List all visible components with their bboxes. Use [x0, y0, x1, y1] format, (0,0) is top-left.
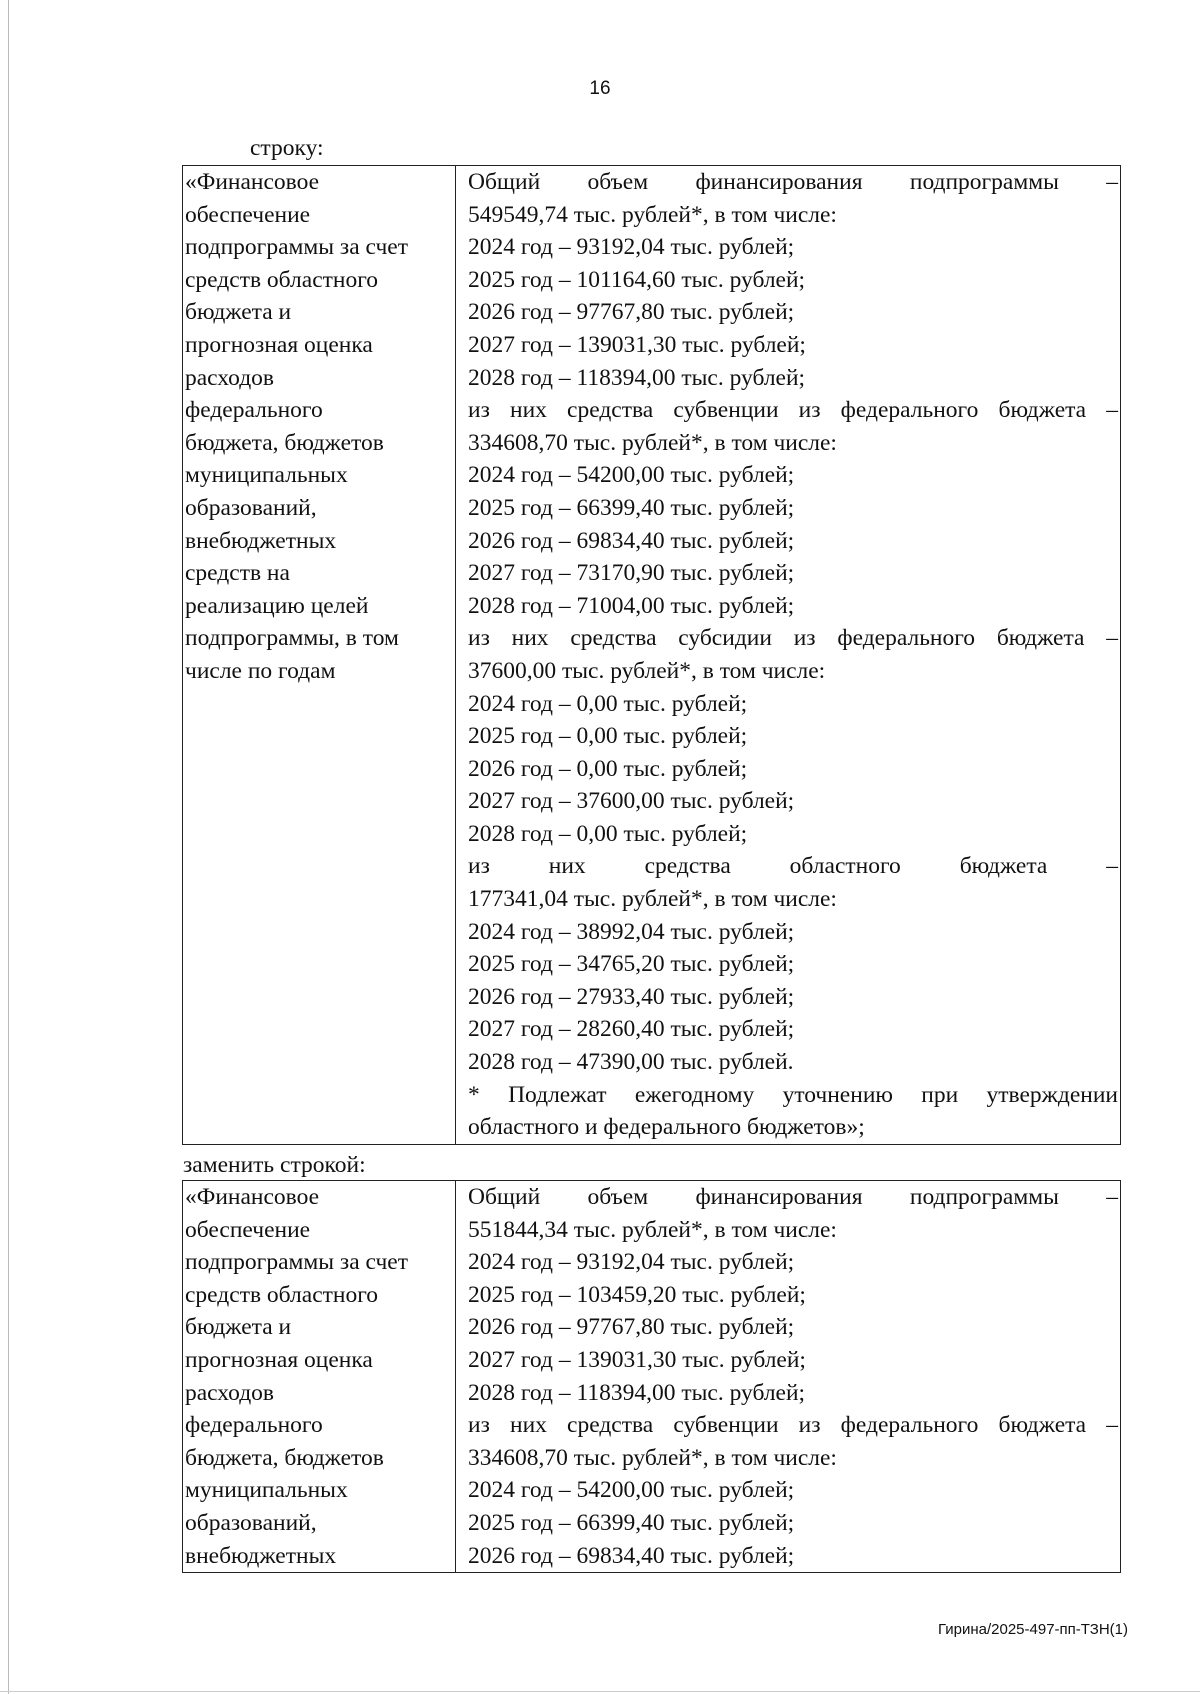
text-line: 2025 год – 0,00 тыс. рублей; [468, 723, 748, 750]
text-line: бюджета, бюджетов [185, 1444, 384, 1471]
text-line: Общий объем финансирования подпрограммы – [468, 169, 1118, 195]
text-line: 2024 год – 0,00 тыс. рублей; [468, 690, 748, 717]
text-line: обеспечение [185, 1216, 311, 1243]
cell-lines [183, 1181, 455, 1572]
text-line: 2026 год – 0,00 тыс. рублей; [468, 755, 748, 782]
text-line: образований, [185, 1509, 317, 1536]
text-line: 2026 год – 69834,40 тыс. рублей; [468, 527, 795, 554]
page-number: 16 [589, 78, 611, 99]
cell-lines [183, 166, 455, 688]
text-line: из них средства областного бюджета – [468, 853, 1118, 880]
text-line: 334608,70 тыс. рублей*, в том числе: [468, 1444, 837, 1471]
text-line: расходов [185, 1379, 275, 1406]
text-line: 2025 год – 103459,20 тыс. рублей; [468, 1281, 806, 1308]
text-line: 2024 год – 54200,00 тыс. рублей; [468, 462, 795, 489]
text-line: внебюджетных [185, 1542, 337, 1569]
text-line: внебюджетных [185, 527, 337, 554]
text-line: 2025 год – 66399,40 тыс. рублей; [468, 494, 795, 521]
text-line: подпрограммы, в том [185, 625, 399, 652]
text-line: федерального [185, 397, 323, 424]
table-cell-right-new [456, 1181, 1121, 1573]
text-line: подпрограммы за счет [185, 1249, 408, 1276]
text-line: 2028 год – 0,00 тыс. рублей; [468, 820, 748, 847]
text-line: числе по годам [185, 657, 336, 684]
text-line: обеспечение [185, 201, 311, 228]
text-line: 334608,70 тыс. рублей*, в том числе: [468, 429, 837, 456]
text-line: 2026 год – 97767,80 тыс. рублей; [468, 1314, 795, 1341]
cell-lines [456, 1181, 1120, 1572]
page-edge-line [8, 0, 9, 1694]
text-line: 2027 год – 139031,30 тыс. рублей; [468, 331, 806, 358]
text-line: средств областного [185, 1281, 379, 1308]
text-line: 37600,00 тыс. рублей*, в том числе: [468, 657, 826, 684]
document-footer-code: Гирина/2025-497-пп-ТЗН(1) [937, 1621, 1128, 1638]
text-line: 2026 год – 69834,40 тыс. рублей; [468, 1542, 795, 1569]
text-line: из них средства субвенции из федерального бюджета – [468, 1412, 1118, 1439]
text-line: бюджета и [185, 299, 292, 326]
text-line: подпрограммы за счет [185, 234, 408, 261]
text-line: из них средства субвенции из федерального бюджета – [468, 397, 1118, 424]
text-line: прогнозная оценка [185, 331, 373, 358]
text-line: 2027 год – 37600,00 тыс. рублей; [468, 788, 795, 815]
text-line: расходов [185, 364, 275, 391]
text-line: 2024 год – 93192,04 тыс. рублей; [468, 1249, 795, 1276]
text-line: 2026 год – 97767,80 тыс. рублей; [468, 299, 795, 326]
text-line: 177341,04 тыс. рублей*, в том числе: [468, 886, 837, 913]
label-replace-with: заменить строкой: [183, 1152, 366, 1178]
text-line: прогнозная оценка [185, 1346, 373, 1373]
text-line: 2024 год – 54200,00 тыс. рублей; [468, 1477, 795, 1504]
text-line: Общий объем финансирования подпрограммы – [468, 1184, 1118, 1210]
text-line: муниципальных [185, 462, 348, 489]
table-cell-right-old [456, 166, 1121, 1145]
text-line: «Финансовое [185, 1184, 320, 1210]
table-cell-left-new [183, 1181, 456, 1573]
page-bottom-edge-line [0, 1691, 1200, 1692]
text-line: из них средства субсидии из федерального бюджета – [468, 625, 1118, 652]
text-line: 2028 год – 47390,00 тыс. рублей. [468, 1049, 794, 1076]
table-cell-left-old [183, 166, 456, 1145]
text-line: областного и федерального бюджетов»; [468, 1114, 865, 1141]
text-line: 2028 год – 118394,00 тыс. рублей; [468, 364, 806, 391]
text-line: 2025 год – 34765,20 тыс. рублей; [468, 951, 795, 978]
label-row-before: строку: [250, 135, 324, 161]
text-line: 2027 год – 73170,90 тыс. рублей; [468, 560, 795, 587]
cell-lines [456, 166, 1120, 1144]
text-line: 2027 год – 139031,30 тыс. рублей; [468, 1346, 806, 1373]
table-row [183, 1181, 1121, 1573]
text-line: «Финансовое [185, 169, 320, 195]
text-line: 2026 год – 27933,40 тыс. рублей; [468, 983, 795, 1010]
table-row [183, 166, 1121, 1145]
text-line: реализацию целей [185, 592, 369, 619]
table-old-row [182, 165, 1121, 1145]
text-line: 2025 год – 66399,40 тыс. рублей; [468, 1509, 795, 1536]
text-line: бюджета и [185, 1314, 292, 1341]
text-line: 549549,74 тыс. рублей*, в том числе: [468, 201, 837, 228]
text-line: муниципальных [185, 1477, 348, 1504]
text-line: федерального [185, 1412, 323, 1439]
text-line: средств на [185, 560, 290, 587]
table-new-row [182, 1180, 1121, 1573]
text-line: бюджета, бюджетов [185, 429, 384, 456]
text-line: 2025 год – 101164,60 тыс. рублей; [468, 266, 806, 293]
text-line: образований, [185, 494, 317, 521]
text-line: 2028 год – 118394,00 тыс. рублей; [468, 1379, 806, 1406]
text-line: 2024 год – 93192,04 тыс. рублей; [468, 234, 795, 261]
text-line: средств областного [185, 266, 379, 293]
text-line: 2028 год – 71004,00 тыс. рублей; [468, 592, 795, 619]
text-line: * Подлежат ежегодному уточнению при утверждении [468, 1081, 1118, 1108]
text-line: 551844,34 тыс. рублей*, в том числе: [468, 1216, 837, 1243]
text-line: 2027 год – 28260,40 тыс. рублей; [468, 1016, 795, 1043]
text-line: 2024 год – 38992,04 тыс. рублей; [468, 918, 795, 945]
